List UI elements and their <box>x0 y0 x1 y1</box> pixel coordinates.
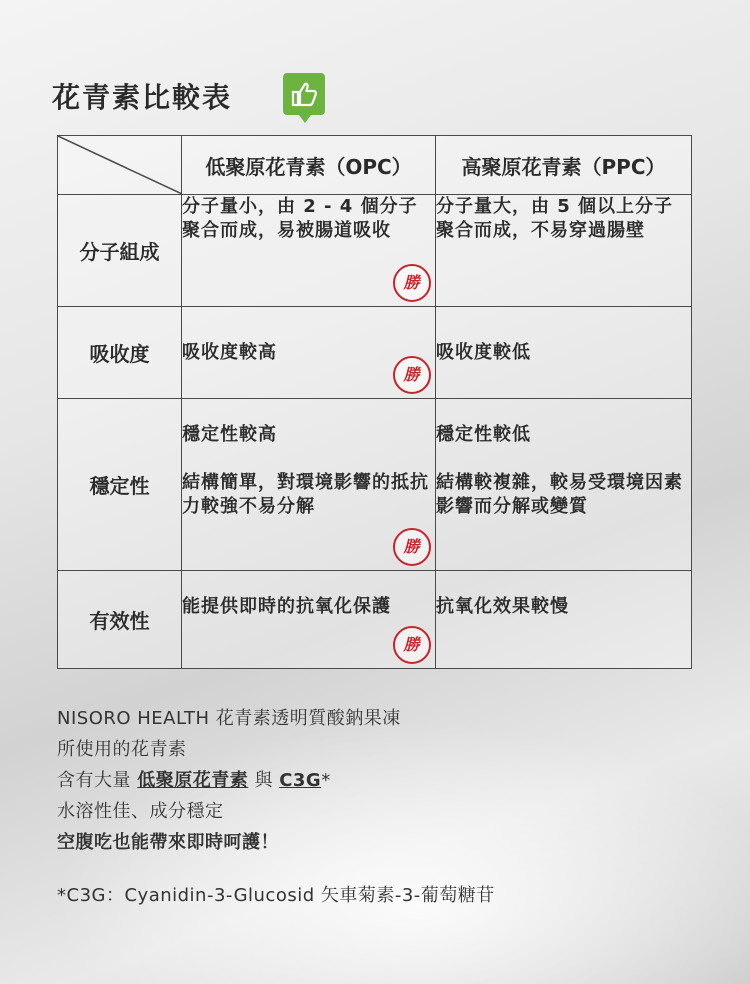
opc-cell <box>182 195 436 307</box>
cell-text: 結構較複雜，較易受環境因素影響而分解或變質 <box>436 472 683 517</box>
thumbs-up-icon <box>283 73 325 115</box>
desc-text: 與 <box>248 770 280 791</box>
ppc-cell <box>436 307 692 399</box>
cell-text: 穩定性較高 <box>182 424 277 445</box>
cell-text: 吸收度較高 <box>182 342 277 363</box>
corner-cell <box>58 136 182 195</box>
opc-cell <box>182 571 436 669</box>
ppc-cell <box>436 571 692 669</box>
cell-text: 分子量小，由 2 - 4 個分子聚合而成，易被腸道吸收 <box>182 196 418 241</box>
column-header-ppc: 高聚原花青素（PPC） <box>436 136 692 195</box>
cell-text: 吸收度較低 <box>436 342 531 363</box>
ppc-cell <box>436 195 692 307</box>
page-title: 花青素比較表 <box>52 81 233 114</box>
cell-text: 結構簡單，對環境影響的抵抗力較強不易分解 <box>182 472 429 517</box>
cell-text: 能提供即時的抗氧化保護 <box>182 596 391 617</box>
asterisk: * <box>321 770 331 791</box>
row-label-effectiveness: 有效性 <box>58 571 182 669</box>
comparison-table <box>57 135 692 669</box>
table-row <box>58 571 692 669</box>
table-row <box>58 399 692 571</box>
highlight-c3g: C3G <box>279 770 322 791</box>
table-header-row <box>58 136 692 195</box>
product-description <box>57 703 401 858</box>
desc-text: 含有大量 <box>57 770 138 791</box>
desc-line <box>57 765 401 796</box>
table-row <box>58 195 692 307</box>
win-stamp: 勝 <box>393 264 431 302</box>
win-stamp: 勝 <box>393 528 431 566</box>
column-header-opc: 低聚原花青素（OPC） <box>182 136 436 195</box>
cell-text: 穩定性較低 <box>436 424 531 445</box>
diagonal-divider <box>58 136 182 194</box>
opc-cell <box>182 307 436 399</box>
opc-cell <box>182 399 436 571</box>
cell-text: 抗氧化效果較慢 <box>436 596 569 617</box>
desc-line: 水溶性佳、成分穩定 <box>57 801 224 822</box>
ppc-cell <box>436 399 692 571</box>
desc-line: 所使用的花青素 <box>57 739 187 760</box>
footnote: *C3G：Cyanidin-3-Glucosid 矢車菊素-3-葡萄糖苷 <box>57 885 495 906</box>
row-label-composition: 分子組成 <box>58 195 182 307</box>
desc-line: 空腹吃也能帶來即時呵護！ <box>57 832 279 853</box>
table-row <box>58 307 692 399</box>
cell-text: 分子量大，由 5 個以上分子聚合而成，不易穿過腸壁 <box>436 196 674 241</box>
row-label-stability: 穩定性 <box>58 399 182 571</box>
win-stamp: 勝 <box>393 626 431 664</box>
desc-line: NISORO HEALTH 花青素透明質酸鈉果凍 <box>57 708 401 729</box>
row-label-absorption: 吸收度 <box>58 307 182 399</box>
highlight-opc: 低聚原花青素 <box>137 770 249 791</box>
win-stamp: 勝 <box>393 356 431 394</box>
